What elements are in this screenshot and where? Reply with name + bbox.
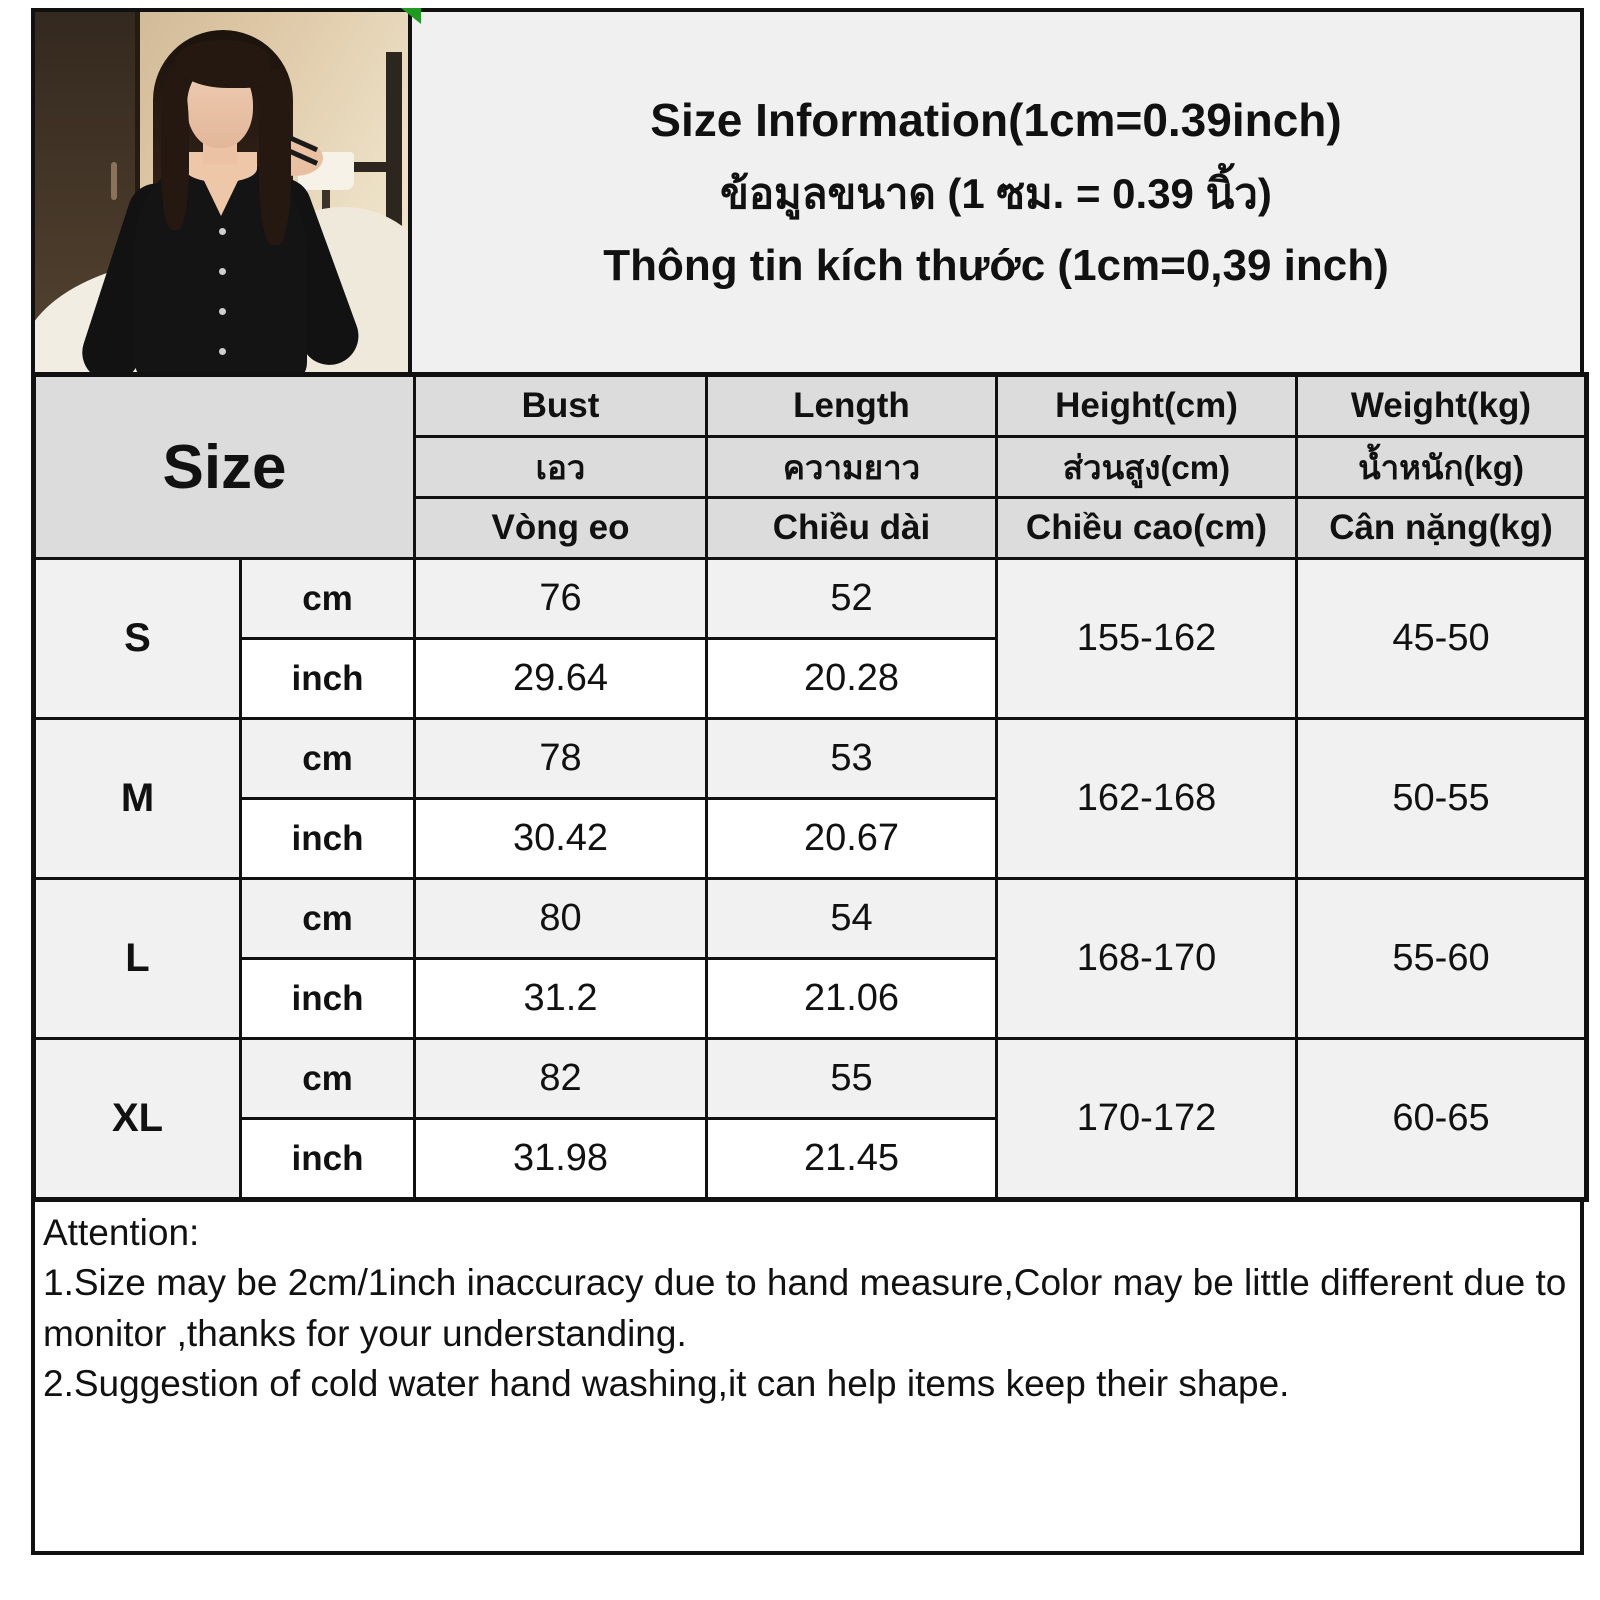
bust-cm-l: 80: [415, 879, 707, 959]
height-range-xl: 170-172: [997, 1039, 1297, 1200]
photo-top-button: [219, 228, 226, 235]
unit-inch: inch: [241, 959, 415, 1039]
unit-inch: inch: [241, 799, 415, 879]
green-corner-icon: [401, 8, 421, 24]
table-row: [34, 1039, 1587, 1119]
attention-heading: Attention:: [43, 1212, 200, 1253]
weight-range-m: 50-55: [1297, 719, 1587, 879]
size-label-m: M: [34, 719, 241, 879]
col-header-bust-th: เอว: [415, 437, 707, 498]
col-header-length-en: Length: [707, 375, 997, 437]
attention-box: [31, 1198, 1584, 1555]
content-area: [31, 8, 1584, 1555]
size-label-l: L: [34, 879, 241, 1039]
unit-inch: inch: [241, 1119, 415, 1200]
title-thai: ข้อมูลขนาด (1 ซม. = 0.39 นิ้ว): [720, 170, 1272, 217]
unit-cm: cm: [241, 559, 415, 639]
photo-model-hair-lock-left: [161, 70, 189, 230]
length-inch-xl: 21.45: [707, 1119, 997, 1200]
attention-note-2: 2.Suggestion of cold water hand washing,it can help items keep their shape.: [43, 1362, 1290, 1404]
unit-cm: cm: [241, 879, 415, 959]
length-cm-s: 52: [707, 559, 997, 639]
length-cm-m: 53: [707, 719, 997, 799]
unit-cm: cm: [241, 719, 415, 799]
unit-inch: inch: [241, 639, 415, 719]
weight-range-l: 55-60: [1297, 879, 1587, 1039]
table-row: [34, 879, 1587, 959]
attention-note-1: 1.Size may be 2cm/1inch inaccuracy due to hand measure,Color may be little different due to monitor ,thanks for your understanding.: [43, 1262, 1567, 1354]
length-inch-m: 20.67: [707, 799, 997, 879]
bust-inch-xl: 31.98: [415, 1119, 707, 1200]
col-header-bust-en: Bust: [415, 375, 707, 437]
title-english: Size Information(1cm=0.39inch): [650, 94, 1342, 146]
title-vietnamese: Thông tin kích thước (1cm=0,39 inch): [603, 241, 1389, 290]
product-photo: [31, 8, 412, 376]
size-label-s: S: [34, 559, 241, 719]
photo-wardrobe-handle: [111, 162, 117, 200]
bust-inch-s: 29.64: [415, 639, 707, 719]
size-table: [31, 372, 1589, 1202]
bust-cm-xl: 82: [415, 1039, 707, 1119]
height-range-l: 168-170: [997, 879, 1297, 1039]
bust-inch-l: 31.2: [415, 959, 707, 1039]
bust-inch-m: 30.42: [415, 799, 707, 879]
col-header-length-th: ความยาว: [707, 437, 997, 498]
top-block: [31, 8, 1584, 376]
weight-range-xl: 60-65: [1297, 1039, 1587, 1200]
size-label-xl: XL: [34, 1039, 241, 1200]
length-cm-xl: 55: [707, 1039, 997, 1119]
col-header-bust-vi: Vòng eo: [415, 498, 707, 559]
photo-top-button: [219, 268, 226, 275]
col-header-weight-vi: Cân nặng(kg): [1297, 498, 1587, 559]
title-box: [412, 8, 1584, 376]
weight-range-s: 45-50: [1297, 559, 1587, 719]
col-header-weight-th: น้ำหนัก(kg): [1297, 437, 1587, 498]
table-row: [34, 719, 1587, 799]
col-header-height-vi: Chiều cao(cm): [997, 498, 1297, 559]
photo-top-button: [219, 308, 226, 315]
unit-cm: cm: [241, 1039, 415, 1119]
height-range-s: 155-162: [997, 559, 1297, 719]
photo-model-hair-lock-right: [259, 70, 291, 245]
height-range-m: 162-168: [997, 719, 1297, 879]
col-header-height-th: ส่วนสูง(cm): [997, 437, 1297, 498]
bust-cm-m: 78: [415, 719, 707, 799]
size-header-cell: Size: [34, 375, 415, 559]
length-inch-s: 20.28: [707, 639, 997, 719]
length-inch-l: 21.06: [707, 959, 997, 1039]
col-header-height-en: Height(cm): [997, 375, 1297, 437]
photo-top-button: [219, 348, 226, 355]
col-header-weight-en: Weight(kg): [1297, 375, 1587, 437]
header-row-english: [34, 375, 1587, 437]
length-cm-l: 54: [707, 879, 997, 959]
table-row: [34, 559, 1587, 639]
bust-cm-s: 76: [415, 559, 707, 639]
col-header-length-vi: Chiều dài: [707, 498, 997, 559]
